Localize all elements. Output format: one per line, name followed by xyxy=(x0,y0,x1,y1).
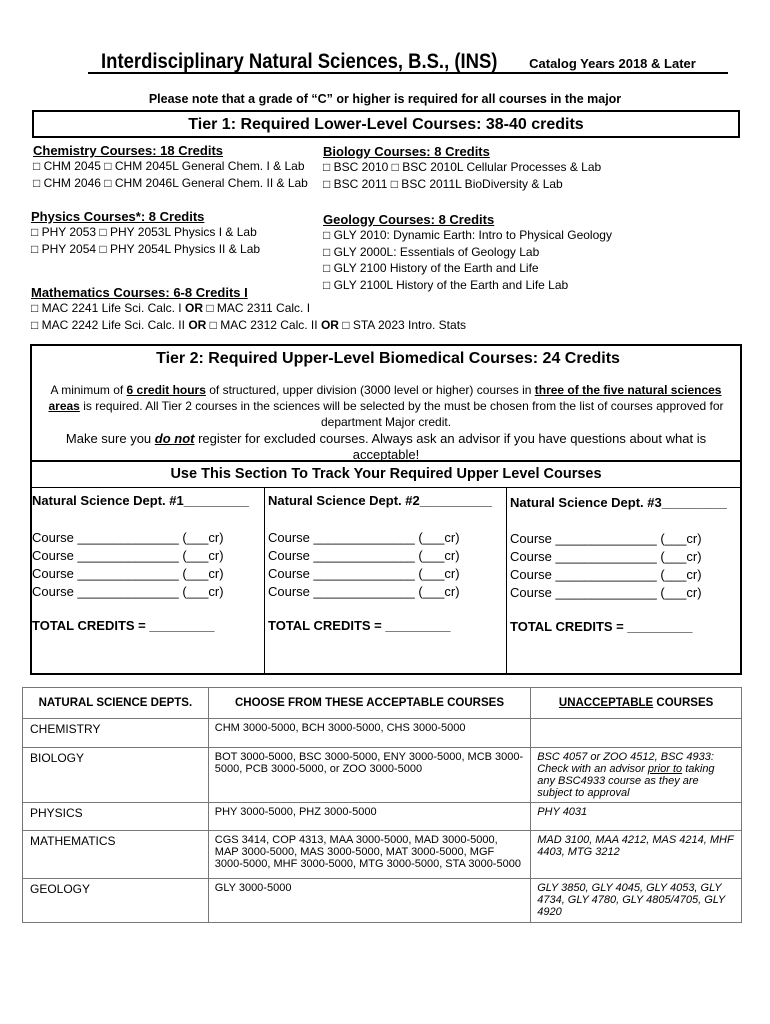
course-line[interactable]: Course ______________ (___cr) xyxy=(32,530,224,545)
unacceptable-cell: MAD 3100, MAA 4212, MAS 4214, MHF 4403, MTG 3212 xyxy=(531,831,742,879)
acceptable-cell: GLY 3000-5000 xyxy=(208,879,530,923)
tier1-title: Tier 1: Required Lower-Level Courses: 38-40 credits xyxy=(32,110,740,138)
page-title-block xyxy=(0,50,770,74)
header-unacceptable: UNACCEPTABLE COURSES xyxy=(531,688,742,719)
chemistry-block xyxy=(33,143,308,191)
course-line[interactable]: Course ______________ (___cr) xyxy=(32,548,224,563)
geology-line: □ GLY 2100L History of the Earth and Life Lab xyxy=(323,277,569,292)
course-line[interactable]: Course ______________ (___cr) xyxy=(510,531,702,546)
geology-line: □ GLY 2100 History of the Earth and Life xyxy=(323,261,539,275)
biology-block xyxy=(323,144,601,192)
chemistry-line: □ CHM 2045 □ CHM 2045L General Chem. I & Lab xyxy=(33,159,305,173)
geology-heading: Geology Courses: 8 Credits xyxy=(323,212,495,227)
course-line[interactable]: Course ______________ (___cr) xyxy=(268,530,460,545)
dept-cell: BIOLOGY xyxy=(23,748,209,803)
dept-1-total[interactable]: TOTAL CREDITS = _________ xyxy=(32,618,215,633)
biology-heading: Biology Courses: 8 Credits xyxy=(323,144,490,159)
physics-line: □ PHY 2054 □ PHY 2054L Physics II & Lab xyxy=(31,241,261,256)
page-title: Interdisciplinary Natural Sciences, B.S., (INS) xyxy=(101,50,498,73)
course-line[interactable]: Course ______________ (___cr) xyxy=(510,549,702,564)
table-row xyxy=(23,879,742,923)
table-row xyxy=(23,803,742,831)
dept-cell: MATHEMATICS xyxy=(23,831,209,879)
dept-course-table xyxy=(22,687,742,923)
unacceptable-cell: GLY 3850, GLY 4045, GLY 4053, GLY 4734, GLY 4780, GLY 4805/4705, GLY 4920 xyxy=(531,879,742,923)
chemistry-heading: Chemistry Courses: 18 Credits xyxy=(33,143,224,158)
dept-2-courses xyxy=(268,529,460,601)
catalog-years: Catalog Years 2018 & Later xyxy=(529,56,696,71)
acceptable-cell: CGS 3414, COP 4313, MAA 3000-5000, MAD 3000-5000, MAP 3000-5000, MAS 3000-5000, MAT 3000-5000, MGF 3000-5000, MHF 3000-5000, MTG 3000-5000, STA 3000-5000 xyxy=(208,831,530,879)
dept-1-header[interactable]: Natural Science Dept. #1_________ xyxy=(32,493,249,508)
dept-3-header[interactable]: Natural Science Dept. #3_________ xyxy=(510,495,727,510)
unacceptable-cell xyxy=(531,719,742,748)
dept-2-total[interactable]: TOTAL CREDITS = _________ xyxy=(268,618,451,633)
course-line[interactable]: Course ______________ (___cr) xyxy=(268,548,460,563)
physics-block xyxy=(31,209,260,257)
tier2-description xyxy=(36,382,736,463)
dept-1-courses xyxy=(32,529,224,601)
dept-2-header[interactable]: Natural Science Dept. #2__________ xyxy=(268,493,493,508)
track-divider xyxy=(32,460,740,462)
dept-3-courses xyxy=(510,530,702,602)
math-block xyxy=(31,285,466,333)
tier2-paragraph-2: Make sure you do not register for excluded courses. Always ask an advisor if you have questions about what is acceptable! xyxy=(65,431,707,462)
column-divider xyxy=(264,487,265,673)
header-acceptable: CHOOSE FROM THESE ACCEPTABLE COURSES xyxy=(208,688,530,719)
math-line-1: □ MAC 2241 Life Sci. Calc. I OR □ MAC 2311 Calc. I xyxy=(31,301,311,315)
acceptable-cell: BOT 3000-5000, BSC 3000-5000, ENY 3000-5000, MCB 3000-5000, PCB 3000-5000, or ZOO 3000-5000 xyxy=(208,748,530,803)
acceptable-cell: PHY 3000-5000, PHZ 3000-5000 xyxy=(208,803,530,831)
physics-heading: Physics Courses*: 8 Credits xyxy=(31,209,205,224)
columns-divider xyxy=(32,487,740,488)
unacceptable-cell: BSC 4057 or ZOO 4512, BSC 4933: Check with an advisor prior to taking any BSC4933 course as they are subject to approval xyxy=(531,748,742,803)
table-row xyxy=(23,719,742,748)
course-line[interactable]: Course ______________ (___cr) xyxy=(510,585,702,600)
math-line-2: □ MAC 2242 Life Sci. Calc. II OR □ MAC 2312 Calc. II OR □ STA 2023 Intro. Stats xyxy=(31,317,467,332)
track-title: Use This Section To Track Your Required Upper Level Courses xyxy=(170,466,602,482)
column-divider xyxy=(506,487,507,673)
grade-note: Please note that a grade of “C” or higher is required for all courses in the major xyxy=(148,92,622,106)
math-heading: Mathematics Courses: 6-8 Credits I xyxy=(31,285,248,300)
biology-line: □ BSC 2010 □ BSC 2010L Cellular Processes & Lab xyxy=(323,160,602,174)
table-header-row xyxy=(23,688,742,719)
course-line[interactable]: Course ______________ (___cr) xyxy=(268,566,460,581)
course-line[interactable]: Course ______________ (___cr) xyxy=(32,566,224,581)
dept-cell: GEOLOGY xyxy=(23,879,209,923)
physics-line: □ PHY 2053 □ PHY 2053L Physics I & Lab xyxy=(31,225,257,239)
header-depts: NATURAL SCIENCE DEPTS. xyxy=(23,688,209,719)
course-line[interactable]: Course ______________ (___cr) xyxy=(268,584,460,599)
geology-line: □ GLY 2010: Dynamic Earth: Intro to Physical Geology xyxy=(323,228,612,242)
dept-cell: PHYSICS xyxy=(23,803,209,831)
geology-line: □ GLY 2000L: Essentials of Geology Lab xyxy=(323,244,540,259)
dept-3-total[interactable]: TOTAL CREDITS = _________ xyxy=(510,619,693,634)
biology-line: □ BSC 2011 □ BSC 2011L BioDiversity & Lab xyxy=(323,176,563,191)
table-row xyxy=(23,831,742,879)
title-rule xyxy=(88,72,728,74)
course-line[interactable]: Course ______________ (___cr) xyxy=(510,567,702,582)
tier2-title: Tier 2: Required Upper-Level Biomedical Courses: 24 Credits xyxy=(156,350,620,367)
tier2-paragraph-1: A minimum of 6 credit hours of structured, upper division (3000 level or higher) courses in three of the five natural sciences areas is required. All Tier 2 courses in the sciences will be selected by the must be chosen from the list of courses approved for department Major credit. xyxy=(48,383,724,429)
acceptable-cell: CHM 3000-5000, BCH 3000-5000, CHS 3000-5000 xyxy=(208,719,530,748)
table-row xyxy=(23,748,742,803)
chemistry-line: □ CHM 2046 □ CHM 2046L General Chem. II & Lab xyxy=(33,175,308,190)
course-line[interactable]: Course ______________ (___cr) xyxy=(32,584,224,599)
tier2-box xyxy=(30,344,742,675)
geology-block xyxy=(323,212,612,293)
unacceptable-cell: PHY 4031 xyxy=(531,803,742,831)
dept-cell: CHEMISTRY xyxy=(23,719,209,748)
